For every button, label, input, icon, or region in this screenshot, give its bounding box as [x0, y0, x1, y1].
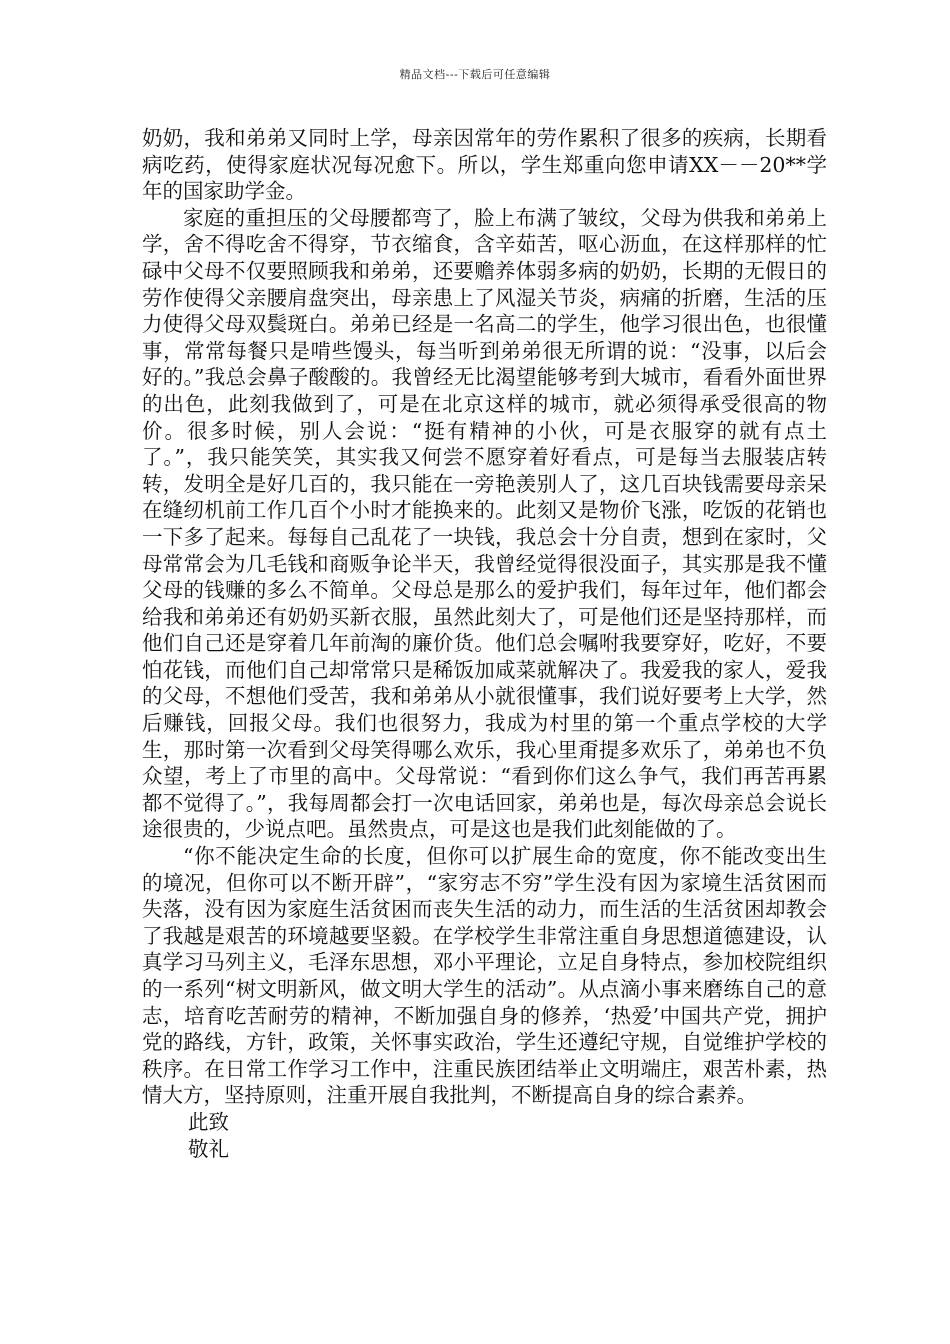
paragraph-continued: 奶奶，我和弟弟又同时上学，母亲因常年的劳作累积了很多的疾病，长期看病吃药，使得家庭状况每况愈下。所以，学生郑重向您申请XX－－20**学年的国家助学金。 — [142, 126, 827, 204]
page-header: 精品文档---下载后可任意编辑 — [399, 68, 551, 81]
document-body — [142, 125, 827, 1162]
paragraph-self-improvement: “你不能决定生命的长度，但你可以扩展生命的宽度，你不能改变出生的境况，但你可以不断开辟”，“家穷志不穷”学生没有因为家境生活贫困而失落，没有因为家庭生活贫困而丧失生活的动力，而生活的生活贫困却教会了我越是艰苦的环境越要坚毅。在学校学生非常注重自身思想道德建设，认真学习马列主义，毛泽东思想，邓小平理论，立足自身特点，参加校院组织的一系列“树文明新风，做文明大学生的活动”。从点滴小事来磨练自己的意志，培育吃苦耐劳的精神，不断加强自身的修养，‘热爱’中国共产党，拥护党的路线，方针，政策，关怀事实政治，学生还遵纪守规，自觉维护学校的秩序。在日常工作学习工作中，注重民族团结举止文明端庄，艰苦朴素，热情大方，坚持原则，注重开展自我批判，不断提高自身的综合素养。 — [142, 844, 827, 1108]
closing-regards: 敬礼 — [188, 1136, 229, 1161]
paragraph-family-burden: 家庭的重担压的父母腰都弯了，脸上布满了皱纹，父母为供我和弟弟上学，舍不得吃舍不得穿，节衣缩食，含辛茹苦，呕心沥血，在这样那样的忙碌中父母不仅要照顾我和弟弟，还要赡养体弱多病的奶奶，长期的无假日的劳作使得父亲腰肩盘突出，母亲患上了风湿关节炎，病痛的折磨，生活的压力使得父母双鬓斑白。弟弟已经是一名高二的学生，他学习很出色，也很懂事，常常每餐只是啃些馒头，每当听到弟弟很无所谓的说：“没事，以后会好的。”我总会鼻子酸酸的。我曾经无比渴望能够考到大城市，看看外面世界的出色，此刻我做到了，可是在北京这样的城市，就必须得承受很高的物价。很多时候，别人会说：“挺有精神的小伙，可是衣服穿的就有点土了。”，我只能笑笑，其实我又何尝不愿穿着好看点，可是每当去服装店转转，发明全是好几百的，我只能在一旁艳羡别人了，这几百块钱需要母亲呆在缝纫机前工作几百个小时才能换来的。此刻又是物价飞涨，吃饭的花销也一下多了起来。每每自己乱花了一块钱，我总会十分自责，想到在家时，父母常常会为几毛钱和商贩争论半天，我曾经觉得很没面子，其实那是我不懂父母的钱赚的多么不简单。父母总是那么的爱护我们，每年过年，他们都会给我和弟弟还有奶奶买新衣服，虽然此刻大了，可是他们还是坚持那样，而他们自己还是穿着几年前淘的廉价货。他们总会嘱咐我要穿好，吃好，不要怕花钱，而他们自己却常常只是稀饭加咸菜就解决了。我爱我的家人，爱我的父母，不想他们受苦，我和弟弟从小就很懂事，我们说好要考上大学，然后赚钱，回报父母。我们也很努力，我成为村里的第一个重点学校的大学生，那时第一次看到父母笑得哪么欢乐，我心里甭提多欢乐了，弟弟也不负众望，考上了市里的高中。父母常说：“看到你们这么争气，我们再苦再累都不觉得了。”，我每周都会打一次电话回家，弟弟也是，每次母亲总会说长途很贵的，少说点吧。虽然贵点，可是这也是我们此刻能做的了。 — [142, 205, 827, 842]
closing-salutation: 此致 — [188, 1109, 229, 1134]
